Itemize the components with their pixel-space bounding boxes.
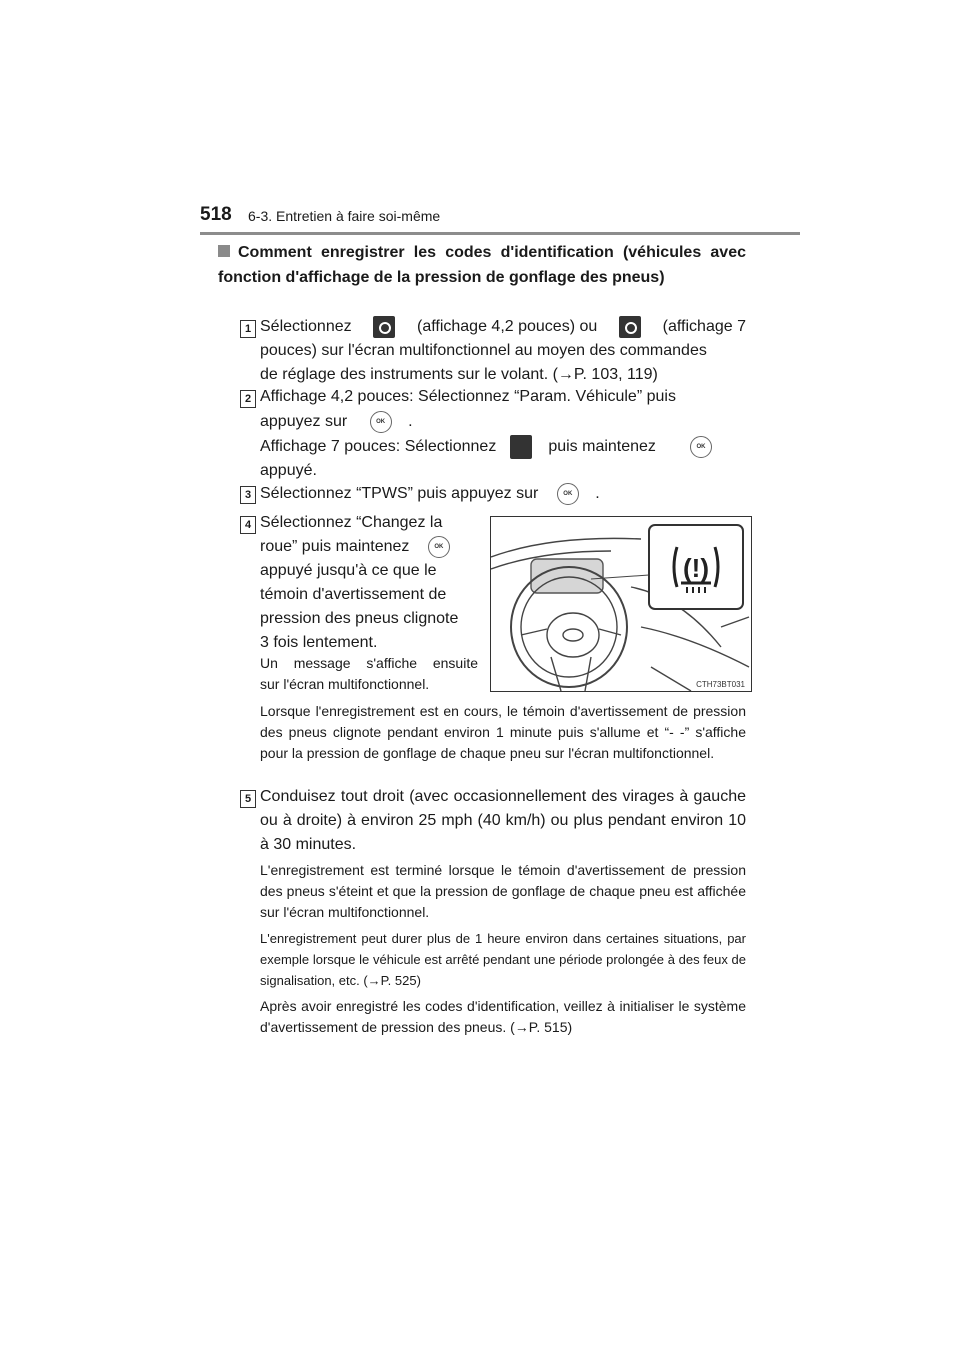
steering-wheel-tpws-figure [491,517,751,691]
step-4-note: Un message s'affiche ensuite sur l'écran multifonctionnel. [260,655,478,692]
page-number: 518 [200,204,232,225]
step-5-text: Conduisez tout droit (avec occasionnellement des virages à gauche ou à droite) à environ 25 mph (40 km/h) ou plus pendant environ 10 à 30 minutes. [260,788,746,853]
step-5-paragraph-1: L'enregistrement est terminé lorsque le témoin d'avertissement de pression des pneus s'éteint et que la pression de gonflage de chaque pneu est affichée sur l'écran multifonctionnel. [260,862,746,920]
ok-button-icon: OK [428,536,450,558]
step-4-paragraph: Lorsque l'enregistrement est en cours, le témoin d'avertissement de pression des pneus clignote pendant environ 1 minute puis s'allume et “- -” s'affiche pour la pression de gonflage de chaque pneu sur l'écran multifonctionnel. [260,703,746,761]
ok-button-icon: OK [557,483,579,505]
step-number: 2 [240,390,256,408]
header-divider [200,232,800,235]
step-3-text: Sélectionnez “TPWS” puis appuyez sur OK . [260,482,746,506]
step-number: 4 [240,516,256,534]
square-bullet-icon [218,245,230,257]
ok-button-icon: OK [690,436,712,458]
ok-button-icon: OK [370,411,392,433]
subsection-heading: Comment enregistrer les codes d'identification (véhicules avec fonction d'affichage de la pression de gonflage des pneus) [218,244,746,286]
settings-gear-outline-icon [619,316,641,338]
step-number: 3 [240,486,256,504]
step-5-paragraph-2: L'enregistrement peut durer plus de 1 heure environ dans certaines situations, par exemple lorsque le véhicule est arrêté pendant une période prolongée à des feux de signalisation, etc. (→P. 525) [260,931,746,988]
figure-code: CTH73BT031 [696,680,745,689]
section-title: 6-3. Entretien à faire soi-même [248,208,441,224]
step-4-text: Sélectionnez “Changez la roue” puis maintenez OK appuyé jusqu'à ce que le témoin d'avertissement de pression des pneus clignote 3 fois lentement. [260,514,459,651]
step-2-text: Affichage 4,2 pouces: Sélectionnez “Param. Véhicule” puis appuyez sur OK . Affichage 7 pouces: Sélectionnez puis maintenez OK appuyé. [260,385,746,483]
dashboard-illustration [490,516,752,692]
tpws-warning-icon: (!) [683,553,709,583]
step-number: 5 [240,790,256,808]
vehicle-settings-icon [510,435,532,459]
settings-gear-icon [373,316,395,338]
step-number: 1 [240,320,256,338]
step-5-paragraph-3: Après avoir enregistré les codes d'identification, veillez à initialiser le système d'avertissement de pression des pneus. (→P. 515) [260,998,746,1035]
step-1-text: Sélectionnez (affichage 4,2 pouces) ou (affichage 7 pouces) sur l'écran multifonctionnel au moyen des commandes de réglage des instruments sur le volant. (→P. 103, 119) [260,318,746,383]
